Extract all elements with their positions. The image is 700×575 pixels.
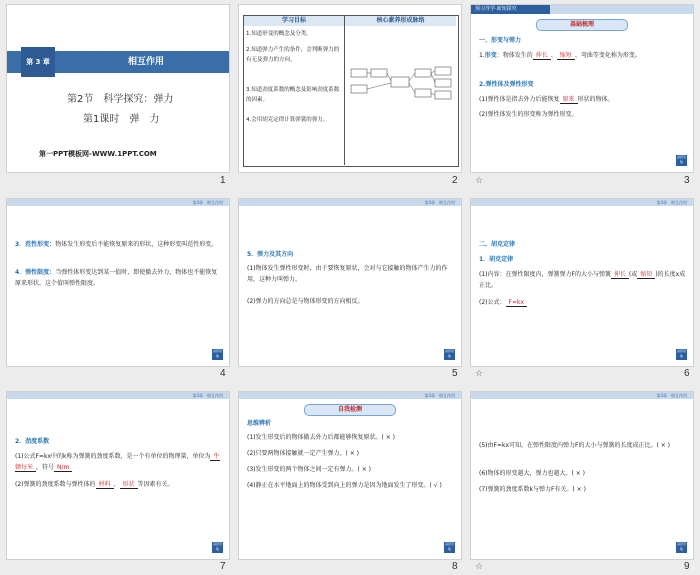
para-hooke-content: (1)内容：在弹性限度内，弹簧弹力F的大小与弹簧 伸长 (或 缩短 )的长度x成正比。 <box>479 271 686 289</box>
star-icon: ☆ <box>475 176 484 186</box>
star-icon: ☆ <box>475 562 484 572</box>
slide-thumb-7[interactable] <box>7 392 229 559</box>
slide-thumb-8[interactable] <box>239 392 461 559</box>
template-footer: 第一PPT模板网-WWW.1PPT.COM <box>39 150 157 158</box>
star-icon: ☆ <box>475 369 484 379</box>
slide-thumb-2[interactable] <box>239 5 461 172</box>
slide-number: 7 <box>220 561 226 572</box>
banner-basics: 基础梳理 <box>536 19 628 31</box>
lesson-title: 第1课时 弹 力 <box>83 114 160 125</box>
chapter-tag: 第3章 相互作用 <box>656 393 687 398</box>
return-nav-button[interactable]: 返回导航 <box>444 542 454 551</box>
para-formula: (2)公式： F=kx <box>479 297 527 308</box>
banner-self-check: 自我检测 <box>304 404 396 416</box>
col-header-goals: 学习目标 <box>244 16 344 26</box>
slide-number: 5 <box>452 368 458 379</box>
chapter-tag: 第3章 相互作用 <box>656 200 687 205</box>
heading-2: 2.弹性体及弹性形变 <box>479 81 534 88</box>
slide-number: 6 <box>684 368 690 379</box>
section-tag: 预习导学·新知探究 <box>471 5 550 14</box>
check-item-2: (2)只要两物体接触就一定产生弹力。( × ) <box>247 450 360 457</box>
goal-3: 3.知道劲度系数的概念及影响劲度系数的因素。 <box>246 87 340 103</box>
para-elastic-deform: (2)弹性体发生的形变称为弹性形变。 <box>479 111 578 118</box>
slide-thumb-4[interactable] <box>7 199 229 366</box>
return-nav-button[interactable]: 返回导航 <box>444 349 454 358</box>
slide-thumb-1[interactable] <box>7 5 229 172</box>
chapter-tag: 第3章 相互作用 <box>192 200 223 205</box>
slide-thumb-5[interactable] <box>239 199 461 366</box>
col-header-core: 核心素养形成脉络 <box>345 16 456 26</box>
para-limit: 4．弹性限度：当弹性体形变达到某一值时，即使撤去外力，物体也不能恢复原来形状，这个值叫弹性限度。 <box>15 269 218 287</box>
slide-number: 8 <box>452 561 458 572</box>
chapter-tag: 第3章 相互作用 <box>424 200 455 205</box>
check-item-1: (1)发生形变后的物体撤去外力后都能够恢复原状。( × ) <box>247 434 396 441</box>
slide-thumb-3[interactable] <box>471 5 693 172</box>
check-item-6: (6)物体的形变越大，弹力也越大。( × ) <box>479 470 586 477</box>
heading-stiffness: 2．劲度系数 <box>15 438 50 445</box>
heading-hooke: 二、胡克定律 <box>479 241 516 248</box>
check-item-4: (4)静止在水平地面上的物体受到向上的弹力是因为地面发生了形变。( √ ) <box>247 482 442 489</box>
return-nav-button[interactable]: 返回导航 <box>676 349 686 358</box>
subheading-reasoning: 思维辨析 <box>247 420 272 427</box>
slide-number: 9 <box>684 561 690 572</box>
heading-hooke-law: 1．胡克定律 <box>479 256 514 263</box>
slide-number: 1 <box>220 175 226 186</box>
heading-1: 一、形变与弹力 <box>479 37 522 44</box>
slide-thumb-9[interactable] <box>471 392 693 559</box>
chapter-tag: 第3章 相互作用 <box>192 393 223 398</box>
concept-flow-diagram <box>349 65 453 105</box>
slide-number: 4 <box>220 368 226 379</box>
para-plastic: 3．范性形变：物体发生形变后不能恢复原来的形状，这种形变叫范性形变。 <box>15 241 218 248</box>
check-item-7: (7)弹簧的劲度系数k与弹力F有关。( × ) <box>479 486 586 493</box>
para-stiffness-formula: (1)公式F=kx中的k称为弹簧的劲度系数，是一个有单位的物理量，单位为 牛顿每米 ，符号 N/m <box>15 453 220 471</box>
section-title: 第2节 科学探究：弹力 <box>67 94 174 105</box>
para-direction: (2)弹力的方向总是与物体形变的方向相反。 <box>247 298 364 305</box>
para-deformation: 1.形变：物体发生的 伸长 、 缩短 、弯曲等变化称为形变。 <box>479 52 641 59</box>
chapter-badge: 第 3 章 <box>21 47 55 77</box>
para-elastic-body: (1)弹性体是指去外力后能恢复 原来 形状的物体。 <box>479 96 614 103</box>
return-nav-button[interactable]: 返回导航 <box>676 155 686 164</box>
check-item-3: (3)发生形变的两个物体之间一定有弹力。( × ) <box>247 466 372 473</box>
heading-5: 5．弹力及其方向 <box>247 251 294 258</box>
goal-4: 4.会用胡克定律计算弹簧的弹力。 <box>246 117 329 123</box>
return-nav-button[interactable]: 返回导航 <box>212 349 222 358</box>
goal-2: 2.知道弹力产生的条件，会判断弹力的有无及弹力的方向。 <box>246 47 340 63</box>
para-stiffness-factors: (2)弹簧的劲度系数与弹性体的 材料 、 形状 等因素有关。 <box>15 481 174 488</box>
check-item-5: (5)由F=kx可知，在弹性限度内弹力F的大小与弹簧的长度成正比。( × ) <box>479 442 670 449</box>
return-nav-button[interactable]: 返回导航 <box>676 542 686 551</box>
chapter-title: 相互作用 <box>127 57 164 67</box>
chapter-tag: 第3章 相互作用 <box>424 393 455 398</box>
column-divider <box>344 16 345 165</box>
slide-thumb-6[interactable] <box>471 199 693 366</box>
return-nav-button[interactable]: 返回导航 <box>212 542 222 551</box>
goal-1: 1.知道形变的概念及分类。 <box>246 31 312 37</box>
para-elastic-force: (1)物体发生弹性形变时，由于要恢复原状，会对与它接触的物体产生力的作用，这种力叫弹力。 <box>247 265 448 283</box>
slide-number: 3 <box>684 175 690 186</box>
slide-number: 2 <box>452 175 458 186</box>
